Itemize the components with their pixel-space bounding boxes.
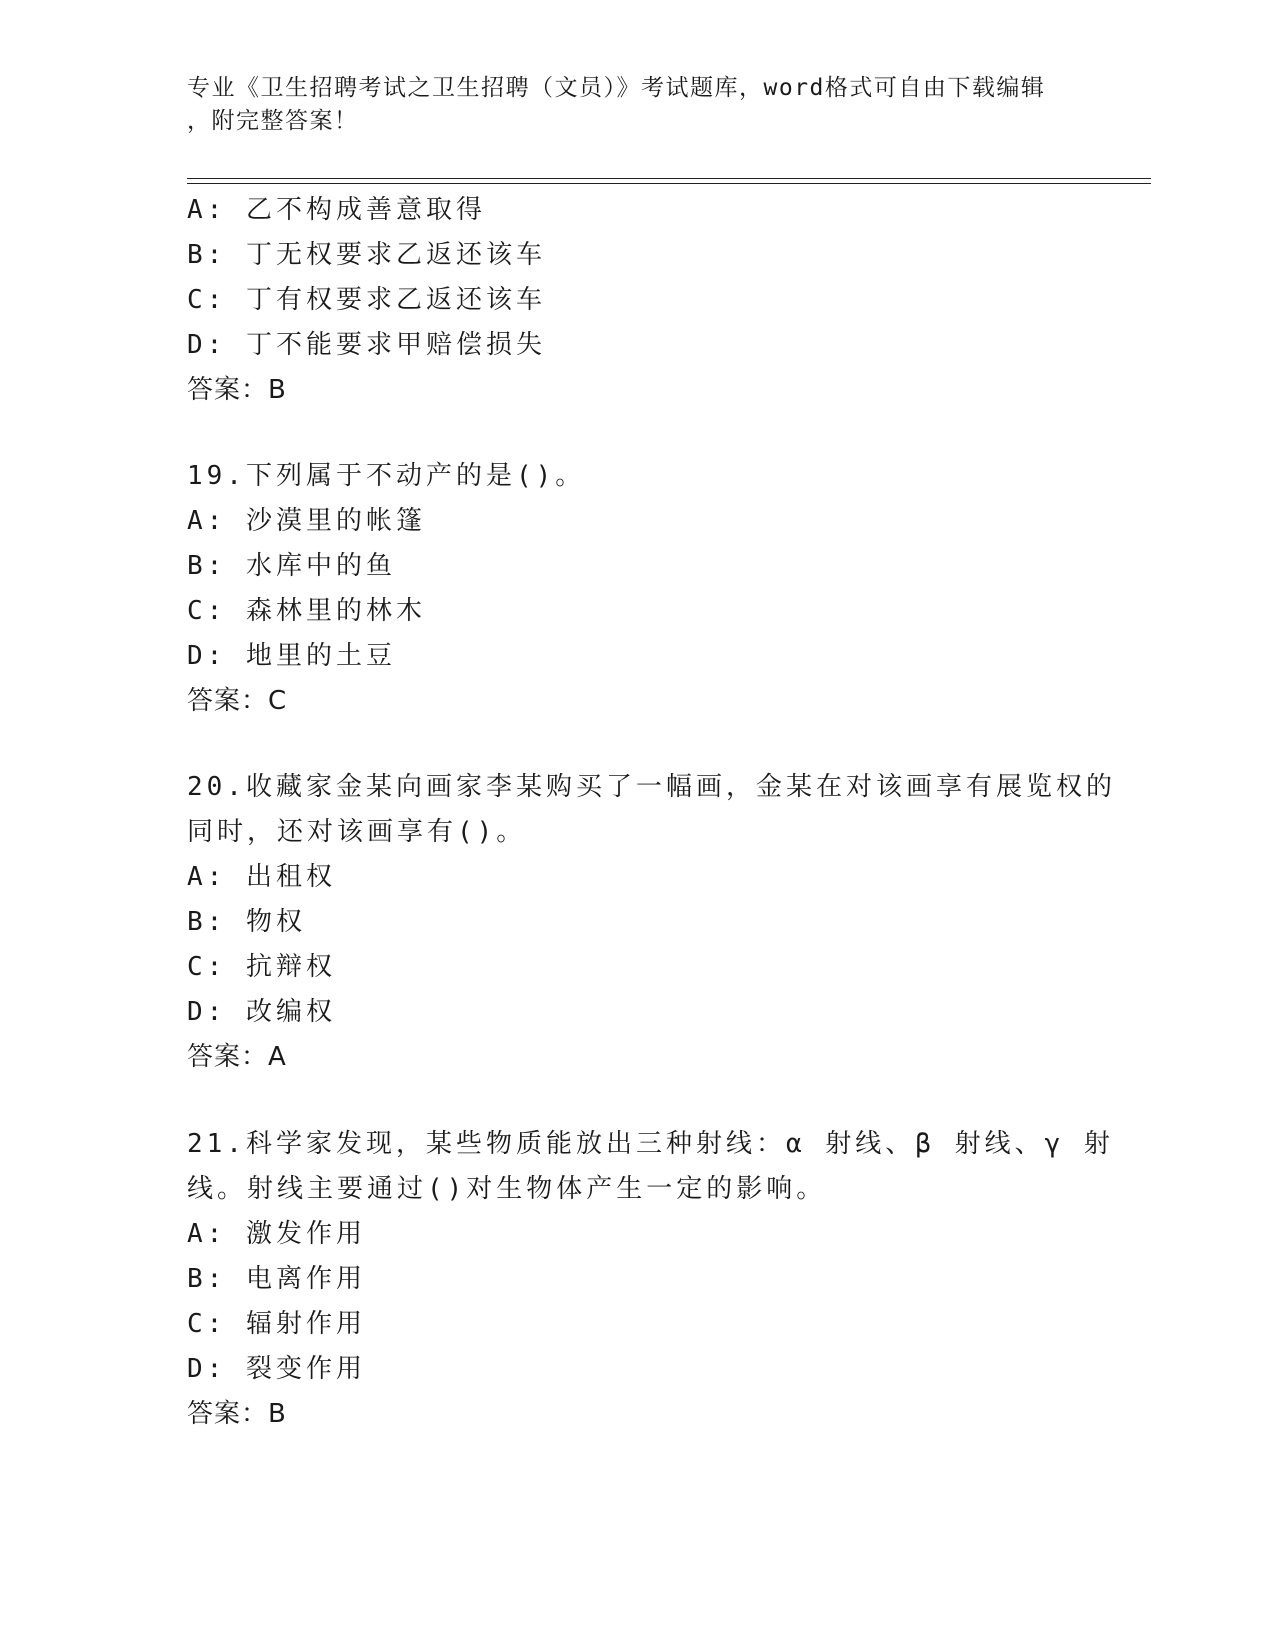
option-line: D: 丁不能要求甲赔偿损失 xyxy=(187,330,546,360)
option-line: A: 出租权 xyxy=(187,862,336,892)
answer-line: 答案：C xyxy=(187,686,288,716)
option-line: C: 森林里的林木 xyxy=(187,596,426,626)
option-line: B: 水库中的鱼 xyxy=(187,551,396,581)
option-line: C: 辐射作用 xyxy=(187,1309,366,1339)
option-line: A: 沙漠里的帐篷 xyxy=(187,506,426,536)
option-line: A: 乙不构成善意取得 xyxy=(187,195,486,225)
answer-line: 答案：B xyxy=(187,375,287,405)
answer-line: 答案：A xyxy=(187,1042,287,1072)
option-line: B: 物权 xyxy=(187,907,306,937)
option-line: D: 地里的土豆 xyxy=(187,641,396,671)
document-header xyxy=(187,72,1067,138)
question-line: 19.下列属于不动产的是()。 xyxy=(187,461,586,491)
header-line-2: ，附完整答案！ xyxy=(187,108,359,134)
header-divider-top xyxy=(187,178,1151,179)
option-line: C: 丁有权要求乙返还该车 xyxy=(187,285,546,315)
option-line: D: 裂变作用 xyxy=(187,1354,366,1384)
header-divider-bottom xyxy=(187,183,1151,184)
question-line: 20.收藏家金某向画家李某购买了一幅画，金某在对该画享有展览权的 xyxy=(187,772,1116,802)
option-line: B: 丁无权要求乙返还该车 xyxy=(187,240,546,270)
option-line: A: 激发作用 xyxy=(187,1219,366,1249)
question-line: 同时，还对该画享有()。 xyxy=(187,817,527,847)
option-line: B: 电离作用 xyxy=(187,1264,366,1294)
question-line: 21.科学家发现，某些物质能放出三种射线：α 射线、β 射线、γ 射 xyxy=(187,1129,1114,1159)
question-line: 线。射线主要通过()对生物体产生一定的影响。 xyxy=(187,1174,827,1204)
header-line-1: 专业《卫生招聘考试之卫生招聘（文员）》考试题库，word格式可自由下载编辑 xyxy=(187,75,1046,101)
option-line: D: 改编权 xyxy=(187,997,336,1027)
option-line: C: 抗辩权 xyxy=(187,952,336,982)
answer-line: 答案：B xyxy=(187,1399,287,1429)
